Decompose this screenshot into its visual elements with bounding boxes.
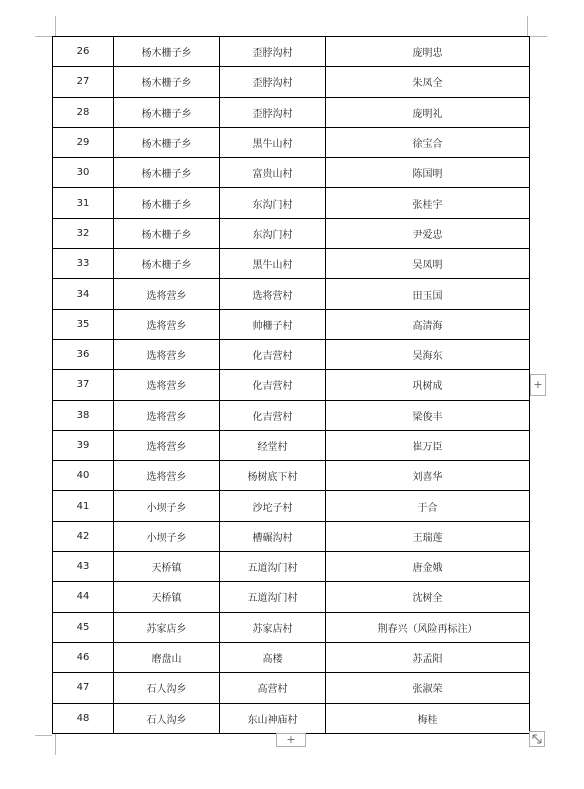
add-row-button[interactable]: + bbox=[276, 733, 306, 747]
cell-township[interactable]: 杨木栅子乡 bbox=[114, 188, 220, 218]
crop-mark-top-left-horizontal bbox=[35, 36, 52, 37]
cell-number[interactable]: 40 bbox=[53, 461, 114, 491]
cell-number[interactable]: 26 bbox=[53, 37, 114, 67]
cell-number[interactable]: 30 bbox=[53, 158, 114, 188]
cell-village[interactable]: 化吉营村 bbox=[220, 400, 326, 430]
cell-number[interactable]: 33 bbox=[53, 249, 114, 279]
cell-number[interactable]: 38 bbox=[53, 400, 114, 430]
table-resize-handle[interactable] bbox=[529, 731, 545, 747]
cell-township[interactable]: 杨木栅子乡 bbox=[114, 67, 220, 97]
cell-number[interactable]: 34 bbox=[53, 279, 114, 309]
table-row bbox=[53, 127, 530, 157]
table-row bbox=[53, 400, 530, 430]
cell-township[interactable]: 天桥镇 bbox=[114, 582, 220, 612]
cell-number[interactable]: 36 bbox=[53, 339, 114, 369]
cell-person-name[interactable]: 张桂宇 bbox=[326, 188, 530, 218]
cell-village[interactable]: 化吉营村 bbox=[220, 339, 326, 369]
cell-number[interactable]: 37 bbox=[53, 370, 114, 400]
table-row bbox=[53, 642, 530, 672]
table-row bbox=[53, 158, 530, 188]
cell-person-name[interactable]: 崔万臣 bbox=[326, 430, 530, 460]
table-row bbox=[53, 67, 530, 97]
cell-village[interactable]: 五道沟门村 bbox=[220, 552, 326, 582]
cell-village[interactable]: 歪脖沟村 bbox=[220, 67, 326, 97]
cell-number[interactable]: 44 bbox=[53, 582, 114, 612]
table-row bbox=[53, 612, 530, 642]
table-row bbox=[53, 703, 530, 733]
document-table bbox=[52, 36, 530, 734]
cell-township[interactable]: 选将营乡 bbox=[114, 309, 220, 339]
table-row bbox=[53, 430, 530, 460]
table-row bbox=[53, 309, 530, 339]
cell-person-name[interactable]: 高清海 bbox=[326, 309, 530, 339]
cell-township[interactable]: 小坝子乡 bbox=[114, 521, 220, 551]
cell-number[interactable]: 46 bbox=[53, 642, 114, 672]
cell-township[interactable]: 石人沟乡 bbox=[114, 703, 220, 733]
cell-township[interactable]: 选将营乡 bbox=[114, 339, 220, 369]
cell-township[interactable]: 选将营乡 bbox=[114, 279, 220, 309]
cell-village[interactable]: 东沟门村 bbox=[220, 188, 326, 218]
cell-village[interactable]: 杨树底下村 bbox=[220, 461, 326, 491]
cell-person-name[interactable]: 梁俊丰 bbox=[326, 400, 530, 430]
crop-mark-top-right-horizontal bbox=[530, 36, 547, 37]
table-row bbox=[53, 339, 530, 369]
add-column-button[interactable]: + bbox=[530, 374, 546, 396]
cell-village[interactable]: 黑牛山村 bbox=[220, 249, 326, 279]
cell-village[interactable]: 经堂村 bbox=[220, 430, 326, 460]
cell-village[interactable]: 东沟门村 bbox=[220, 218, 326, 248]
cell-person-name[interactable]: 荆春兴（风险再标注） bbox=[326, 612, 530, 642]
cell-person-name[interactable]: 王瑞莲 bbox=[326, 521, 530, 551]
table-body bbox=[53, 37, 530, 734]
table-row bbox=[53, 552, 530, 582]
cell-township[interactable]: 杨木栅子乡 bbox=[114, 97, 220, 127]
cell-township[interactable]: 杨木栅子乡 bbox=[114, 158, 220, 188]
table-row bbox=[53, 37, 530, 67]
cell-village[interactable]: 高楼 bbox=[220, 642, 326, 672]
cell-township[interactable]: 磨盘山 bbox=[114, 642, 220, 672]
cell-village[interactable]: 五道沟门村 bbox=[220, 582, 326, 612]
cell-person-name[interactable]: 刘喜华 bbox=[326, 461, 530, 491]
cell-number[interactable]: 43 bbox=[53, 552, 114, 582]
table-row bbox=[53, 188, 530, 218]
cell-person-name[interactable]: 苏孟阳 bbox=[326, 642, 530, 672]
cell-person-name[interactable]: 沈树全 bbox=[326, 582, 530, 612]
cell-township[interactable]: 选将营乡 bbox=[114, 400, 220, 430]
cell-township[interactable]: 苏家店乡 bbox=[114, 612, 220, 642]
cell-village[interactable]: 苏家店村 bbox=[220, 612, 326, 642]
cell-number[interactable]: 39 bbox=[53, 430, 114, 460]
cell-township[interactable]: 杨木栅子乡 bbox=[114, 249, 220, 279]
table-row bbox=[53, 491, 530, 521]
cell-person-name[interactable]: 于合 bbox=[326, 491, 530, 521]
cell-township[interactable]: 杨木栅子乡 bbox=[114, 218, 220, 248]
cell-person-name[interactable]: 巩树成 bbox=[326, 370, 530, 400]
table-row bbox=[53, 461, 530, 491]
cell-village[interactable]: 富贵山村 bbox=[220, 158, 326, 188]
cell-number[interactable]: 41 bbox=[53, 491, 114, 521]
cell-person-name[interactable]: 徐宝合 bbox=[326, 127, 530, 157]
table-row bbox=[53, 582, 530, 612]
cell-number[interactable]: 31 bbox=[53, 188, 114, 218]
cell-township[interactable]: 选将营乡 bbox=[114, 370, 220, 400]
table-row bbox=[53, 249, 530, 279]
cell-person-name[interactable]: 唐金娥 bbox=[326, 552, 530, 582]
table-row bbox=[53, 97, 530, 127]
cell-number[interactable]: 47 bbox=[53, 673, 114, 703]
cell-person-name[interactable]: 陈国明 bbox=[326, 158, 530, 188]
cell-person-name[interactable]: 朱凤全 bbox=[326, 67, 530, 97]
cell-number[interactable]: 29 bbox=[53, 127, 114, 157]
cell-village[interactable]: 帅栅子村 bbox=[220, 309, 326, 339]
table-row bbox=[53, 673, 530, 703]
table-row bbox=[53, 370, 530, 400]
cell-village[interactable]: 歪脖沟村 bbox=[220, 97, 326, 127]
cell-person-name[interactable]: 庞明忠 bbox=[326, 37, 530, 67]
cell-village[interactable]: 沙坨子村 bbox=[220, 491, 326, 521]
cell-person-name[interactable]: 吴海东 bbox=[326, 339, 530, 369]
cell-village[interactable]: 黑牛山村 bbox=[220, 127, 326, 157]
cell-township[interactable]: 小坝子乡 bbox=[114, 491, 220, 521]
cell-township[interactable]: 杨木栅子乡 bbox=[114, 37, 220, 67]
crop-mark-top-right-vertical bbox=[527, 16, 528, 36]
crop-mark-top-left-vertical bbox=[55, 16, 56, 36]
cell-person-name[interactable]: 张淑荣 bbox=[326, 673, 530, 703]
cell-person-name[interactable]: 田玉国 bbox=[326, 279, 530, 309]
cell-village[interactable]: 选将营村 bbox=[220, 279, 326, 309]
cell-person-name[interactable]: 梅桂 bbox=[326, 703, 530, 733]
cell-township[interactable]: 选将营乡 bbox=[114, 430, 220, 460]
cell-number[interactable]: 35 bbox=[53, 309, 114, 339]
cell-number[interactable]: 32 bbox=[53, 218, 114, 248]
cell-township[interactable]: 天桥镇 bbox=[114, 552, 220, 582]
cell-person-name[interactable]: 庞明礼 bbox=[326, 97, 530, 127]
cell-village[interactable]: 高营村 bbox=[220, 673, 326, 703]
cell-village[interactable]: 化吉营村 bbox=[220, 370, 326, 400]
cell-number[interactable]: 28 bbox=[53, 97, 114, 127]
table-row bbox=[53, 521, 530, 551]
cell-village[interactable]: 槽碾沟村 bbox=[220, 521, 326, 551]
cell-number[interactable]: 45 bbox=[53, 612, 114, 642]
table-row bbox=[53, 218, 530, 248]
resize-diagonal-icon bbox=[530, 732, 544, 746]
cell-number[interactable]: 27 bbox=[53, 67, 114, 97]
cell-number[interactable]: 42 bbox=[53, 521, 114, 551]
cell-township[interactable]: 选将营乡 bbox=[114, 461, 220, 491]
cell-person-name[interactable]: 吴凤明 bbox=[326, 249, 530, 279]
table-row bbox=[53, 279, 530, 309]
cell-village[interactable]: 歪脖沟村 bbox=[220, 37, 326, 67]
cell-village[interactable]: 东山神庙村 bbox=[220, 703, 326, 733]
cell-township[interactable]: 石人沟乡 bbox=[114, 673, 220, 703]
crop-mark-bottom-left-horizontal bbox=[35, 735, 52, 736]
cell-number[interactable]: 48 bbox=[53, 703, 114, 733]
cell-township[interactable]: 杨木栅子乡 bbox=[114, 127, 220, 157]
cell-person-name[interactable]: 尹爱忠 bbox=[326, 218, 530, 248]
crop-mark-bottom-left-vertical bbox=[55, 733, 56, 755]
